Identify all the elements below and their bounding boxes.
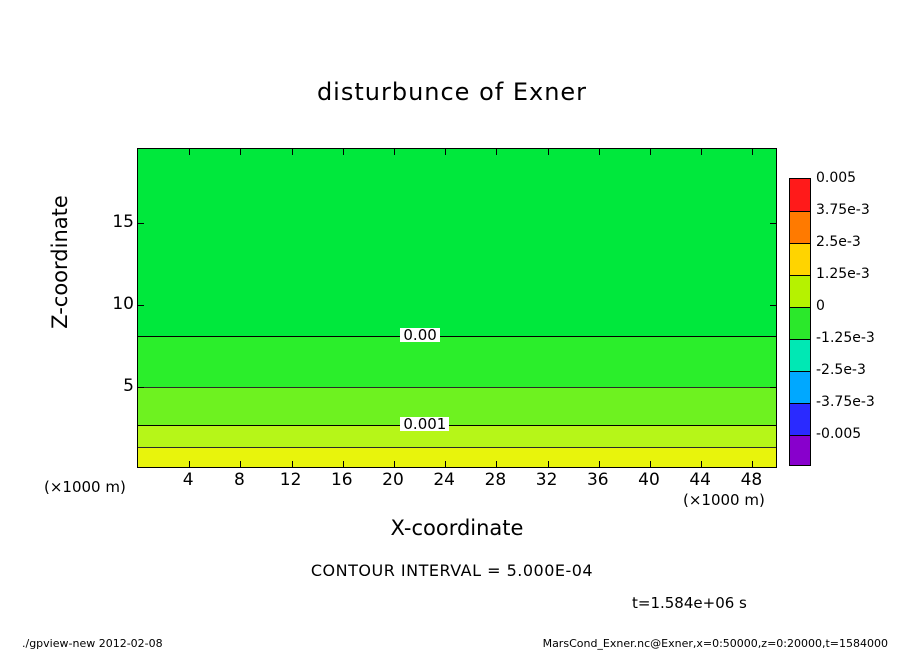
contour-fill-bands bbox=[138, 149, 776, 467]
colorbar-segment bbox=[790, 435, 810, 466]
x-tick-labels bbox=[137, 470, 777, 492]
x-tick bbox=[240, 461, 241, 467]
x-tick bbox=[394, 149, 395, 155]
contour-band bbox=[138, 149, 776, 336]
x-tick bbox=[496, 461, 497, 467]
contour-line bbox=[138, 425, 776, 426]
x-tick-label: 8 bbox=[233, 470, 245, 490]
x-tick bbox=[548, 149, 549, 155]
x-tick bbox=[445, 149, 446, 155]
x-tick-label: 28 bbox=[484, 470, 507, 490]
contour-line bbox=[138, 447, 776, 448]
y-tick-label: 15 bbox=[112, 211, 134, 232]
contour-band bbox=[138, 447, 776, 468]
footer-right-text: MarsCond_Exner.nc@Exner,x=0:50000,z=0:20000,t=1584000 bbox=[542, 637, 888, 650]
page-title: disturbunce of Exner bbox=[316, 78, 588, 106]
y-tick-labels bbox=[90, 148, 134, 468]
x-axis-title: X-coordinate bbox=[390, 516, 524, 540]
colorbar bbox=[789, 178, 811, 466]
x-unit-right: (×1000 m) bbox=[683, 491, 765, 509]
colorbar-divider bbox=[790, 403, 810, 404]
x-tick-label: 36 bbox=[586, 470, 609, 490]
x-tick bbox=[650, 461, 651, 467]
x-tick bbox=[343, 461, 344, 467]
x-tick-label: 44 bbox=[689, 470, 712, 490]
x-tick bbox=[189, 149, 190, 155]
colorbar-segment bbox=[790, 179, 810, 211]
x-tick-label: 32 bbox=[535, 470, 558, 490]
contour-band bbox=[138, 336, 776, 387]
colorbar-tick-label: 0 bbox=[816, 298, 825, 314]
colorbar-tick-label: 2.5e-3 bbox=[816, 234, 861, 250]
x-tick bbox=[343, 149, 344, 155]
x-tick bbox=[240, 149, 241, 155]
colorbar-divider bbox=[790, 275, 810, 276]
y-tick-label: 5 bbox=[123, 375, 134, 396]
x-tick bbox=[189, 461, 190, 467]
y-tick bbox=[138, 305, 144, 306]
colorbar-tick-label: -1.25e-3 bbox=[816, 330, 875, 346]
x-tick bbox=[701, 461, 702, 467]
x-tick bbox=[599, 461, 600, 467]
y-tick bbox=[138, 387, 144, 388]
colorbar-segment bbox=[790, 339, 810, 371]
colorbar-tick-label: 0.005 bbox=[816, 170, 857, 186]
x-tick bbox=[701, 149, 702, 155]
x-tick bbox=[292, 461, 293, 467]
x-tick-label: 40 bbox=[638, 470, 660, 490]
colorbar-segment bbox=[790, 211, 810, 243]
x-tick-label: 16 bbox=[330, 470, 353, 490]
contour-band bbox=[138, 425, 776, 447]
y-tick bbox=[770, 387, 776, 388]
colorbar-divider bbox=[790, 243, 810, 244]
colorbar-segment bbox=[790, 371, 810, 403]
colorbar-segment bbox=[790, 243, 810, 275]
y-tick-label: 10 bbox=[112, 293, 134, 314]
x-tick bbox=[496, 149, 497, 155]
colorbar-segment bbox=[790, 307, 810, 339]
colorbar-tick-label: -2.5e-3 bbox=[816, 362, 866, 378]
contour-label: 0.00 bbox=[400, 328, 439, 342]
colorbar-tick-label: 1.25e-3 bbox=[816, 266, 870, 282]
colorbar-segment bbox=[790, 275, 810, 307]
x-unit-left: (×1000 m) bbox=[44, 478, 126, 496]
contour-line bbox=[138, 336, 776, 337]
x-tick-label: 24 bbox=[433, 470, 456, 490]
colorbar-labels bbox=[816, 170, 902, 466]
colorbar-divider bbox=[790, 435, 810, 436]
colorbar-tick-label: -3.75e-3 bbox=[816, 394, 875, 410]
time-label: t=1.584e+06 s bbox=[632, 594, 747, 612]
y-tick bbox=[770, 305, 776, 306]
colorbar-tick-label: 3.75e-3 bbox=[816, 202, 870, 218]
contour-line bbox=[138, 387, 776, 388]
x-tick bbox=[599, 149, 600, 155]
y-tick bbox=[138, 223, 144, 224]
x-tick bbox=[445, 461, 446, 467]
colorbar-segment bbox=[790, 403, 810, 435]
contour-label: 0.001 bbox=[400, 417, 449, 431]
colorbar-divider bbox=[790, 339, 810, 340]
plot-area bbox=[137, 148, 777, 468]
x-tick bbox=[752, 149, 753, 155]
colorbar-divider bbox=[790, 211, 810, 212]
colorbar-divider bbox=[790, 307, 810, 308]
x-tick bbox=[394, 461, 395, 467]
colorbar-divider bbox=[790, 371, 810, 372]
x-tick bbox=[650, 149, 651, 155]
y-tick bbox=[770, 223, 776, 224]
contour-band bbox=[138, 387, 776, 425]
x-tick-label: 12 bbox=[279, 470, 302, 490]
x-tick bbox=[548, 461, 549, 467]
contour-interval-text: CONTOUR INTERVAL = 5.000E-04 bbox=[310, 561, 594, 580]
x-tick bbox=[752, 461, 753, 467]
footer-left-text: ./gpview-new 2012-02-08 bbox=[22, 637, 163, 650]
x-tick-label: 4 bbox=[182, 470, 194, 490]
x-tick bbox=[292, 149, 293, 155]
x-tick-label: 48 bbox=[740, 470, 763, 490]
colorbar-tick-label: -0.005 bbox=[816, 426, 862, 442]
y-axis-title: Z-coordinate bbox=[48, 195, 72, 329]
x-tick-label: 20 bbox=[382, 470, 404, 490]
